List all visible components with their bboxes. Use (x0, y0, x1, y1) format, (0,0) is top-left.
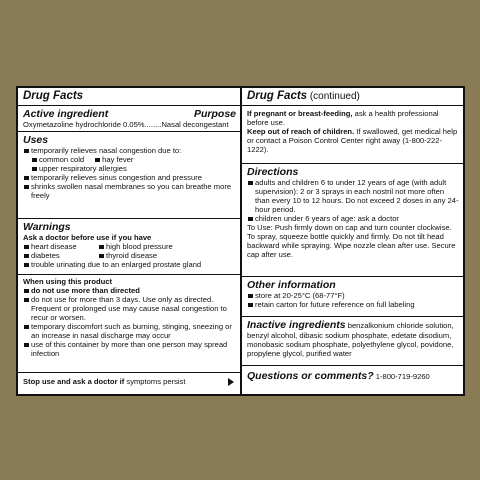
warnings-section (18, 219, 240, 269)
active-ingredient-heading: Active ingredient (23, 108, 109, 120)
uses-sublist (23, 155, 236, 164)
directions-item: children under 6 years of age: ask a doctor (247, 214, 459, 223)
drug-facts-panel (16, 86, 465, 396)
active-ingredient-line: Oxymetazoline hydrochloride 0.05%........Nasal decongestant (23, 120, 229, 129)
directions-item: adults and children 6 to under 12 years of age (with adult supervision): 2 or 3 sprays in each nostril not more often than every 10 to 12 hours. Do not exceed 2 doses in any 24-hour period. (247, 178, 459, 214)
stop-use-bold: Stop use and ask a doctor if (23, 377, 125, 386)
uses-subitem: upper respiratory allergies (31, 164, 127, 173)
inactive-ingredients-section (242, 317, 463, 358)
keep-out-bold: Keep out of reach of children. (247, 127, 355, 136)
uses-subitem: hay fever (94, 155, 133, 164)
left-column (18, 88, 242, 394)
directions-to-use: To Use: Push firmly down on cap and turn counter clockwise. To spray, squeeze bottle quickly and firmly. Do not tilt head backward while spraying. Wipe nozzle clean after use. Secure cap after use. (247, 223, 456, 259)
purpose-heading: Purpose (193, 108, 236, 120)
when-using-item: temporary discomfort such as burning, stinging, sneezing or an increase in nasal discharge may occur (23, 322, 236, 340)
questions-section (242, 370, 463, 381)
continue-arrow-icon (228, 378, 234, 386)
condition-item: trouble urinating due to an enlarged prostate gland (23, 260, 236, 269)
questions-heading: Questions or comments? (247, 370, 374, 382)
uses-sublist (23, 164, 236, 173)
conditions-list (23, 242, 236, 260)
condition-item: thyroid disease (98, 251, 236, 260)
other-information-section (242, 277, 463, 309)
uses-subitem: common cold (31, 155, 84, 164)
when-using-item: use of this container by more than one person may spread infection (23, 340, 236, 358)
separator (18, 372, 240, 373)
pregnancy-section (242, 107, 463, 154)
continued-title-section (242, 88, 463, 103)
active-ingredient-section (18, 106, 240, 129)
condition-item: high blood pressure (98, 242, 236, 251)
pregnancy-text: ask a health professional before use. (247, 109, 439, 127)
ask-doctor-heading: Ask a doctor before use if you have (23, 233, 152, 242)
warnings-heading: Warnings (23, 221, 71, 233)
when-using-item: do not use for more than 3 days. Use only as directed. Frequent or prolonged use may cause nasal congestion to recur or worsen. (23, 295, 236, 322)
keep-out-text: If swallowed, get medical help or contact a Poison Control Center right away (1-800-222-1222). (247, 127, 458, 154)
condition-item: diabetes (23, 251, 98, 260)
other-information-item: retain carton for future reference on full labeling (247, 300, 459, 309)
drug-facts-title: Drug Facts (23, 90, 84, 102)
when-using-heading: When using this product (23, 277, 113, 286)
inactive-ingredients-heading: Inactive ingredients (247, 319, 346, 331)
uses-heading: Uses (23, 134, 49, 146)
uses-item: temporarily relieves nasal congestion due to: (23, 146, 236, 155)
stop-use-text: symptoms persist (124, 377, 186, 386)
drug-facts-title-section (18, 88, 240, 103)
other-information-item: store at 20-25°C (68-77°F) (247, 291, 459, 300)
separator (242, 365, 463, 366)
inactive-ingredients-text: benzalkonium chloride solution, benzyl alcohol, dibasic sodium phosphate, edetate disodium, monobasic sodium phosphate, polyethylene glycol, povidone, propylene glycol, purified water (247, 321, 454, 358)
uses-section (18, 132, 240, 200)
right-column (242, 88, 463, 394)
pregnancy-bold: If pregnant or breast-feeding, (247, 109, 353, 118)
directions-heading: Directions (247, 166, 299, 178)
phone-number: 1-800-719-9260 (373, 372, 430, 381)
drug-facts-continued-title: Drug Facts (247, 90, 308, 102)
stop-use-section (18, 375, 240, 386)
directions-section (242, 164, 463, 259)
uses-item: shrinks swollen nasal membranes so you can breathe more freely (23, 182, 236, 200)
when-using-item: do not use more than directed (23, 286, 236, 295)
when-using-section (18, 275, 240, 358)
continued-label: (continued) (307, 91, 360, 102)
separator (242, 105, 463, 106)
condition-item: heart disease (23, 242, 98, 251)
uses-item: temporarily relieves sinus congestion and pressure (23, 173, 236, 182)
other-information-heading: Other information (247, 279, 336, 291)
